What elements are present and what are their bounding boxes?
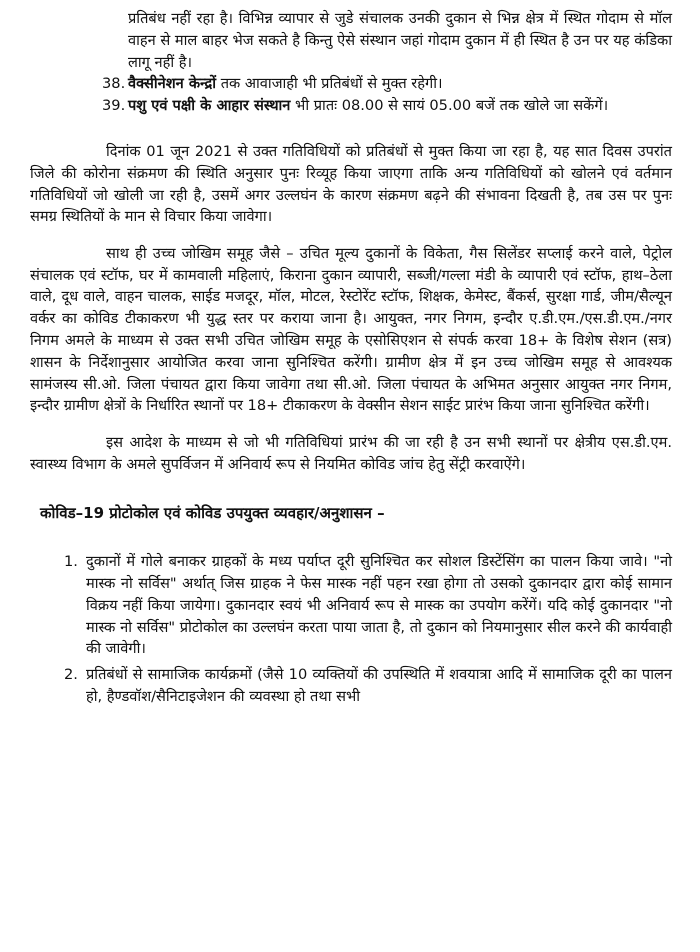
continued-paragraph: प्रतिबंध नहीं रहा है। विभिन्न व्यापार से जुडे संचालक उनकी दुकान से भिन्न क्षेत्र में स्थित गोदाम से मॉल वाहन से माल बाहर भेज सकते है किन्तु ऐसे संस्थान जहां गोदाम दुकान में ही स्थित है उन पर यह कंडिका लागू नहीं है। [128,10,672,71]
list-item [64,664,672,708]
item-text: तक आवाजाही भी प्रतिबंधों से मुक्त रहेगी। [216,75,443,93]
item-text: भी प्रातः 08.00 से सायं 05.00 बजें तक खोले जा सकेंगें। [290,97,609,115]
paragraph-restrictions-review: दिनांक 01 जून 2021 से उक्त गतिविधियों को प्रतिबंधों से मुक्त किया जा रहा है, यह सात दिवस उपरांत जिले की कोरोना संक्रमण की स्थिति अनुसार पुनः रिव्यूह किया जाएगा ताकि अन्य गतिविधियों को खोलने एवं वर्तमान गतिविधियों जो खोली जा रही है, उसमें अगर उल्लघंन के कारण संक्रमण बढ़ने की संभावना दिखती है, तब उस पर पुनः समग्र स्थितियों के मान से विचार किया जावेगा। [30,142,672,226]
item-bold-text: पशु एवं पक्षी के आहार संस्थान [128,97,291,115]
item-number: 38. [102,75,126,93]
list-item-text: प्रतिबंधों से सामाजिक कार्यक्रमों (जैसे 10 व्यक्तियों की उपस्थिति में शवयात्रा आदि में सामाजिक दूरी का पालन हो, हैण्डवॉश/सैनिटाइजेशन की व्यवस्था हो तथा सभी [86,666,672,705]
item-number: 39. [102,97,126,115]
list-item-number: 1. [64,553,78,571]
list-item-39 [102,95,672,117]
paragraph-covid-testing: इस आदेश के माध्यम से जो भी गतिविधियां प्रारंभ की जा रही है उन सभी स्थानों पर क्षेत्रीय एस.डी.एम. स्वास्थ्य विभाग के अमले सुपर्विजन में अनिवार्य रूप से नियमित कोविड जांच हेतु सेंट्री करवाऐंगे। [30,433,672,473]
protocol-list [30,551,672,708]
section-heading: कोविड–19 प्रोटोकोल एवं कोविड उपयुक्त व्यवहार/अनुशासन – [40,504,385,523]
list-item-38 [102,73,672,95]
paragraph-vaccination-high-risk: साथ ही उच्च जोखिम समूह जैसे – उचित मूल्य दुकानों के विकेता, गैस सिलेंडर सप्लाई करने वाले, पेट्रोल संचालक एवं स्टॉफ, घर में कामवाली महिलाएं, किराना दुकान व्यापारी, सब्जी/गल्ला मंडी के व्यापारी एवं स्टॉफ, हाथ–ठेला वाले, दूध वाले, वाहन चालक, साईड मजदूर, मॉल, मोटल, रेस्टोरेंट स्टॉफ, शिक्षक, केमेस्ट, बैंकर्स, सुरक्षा गार्ड, जीम/सैल्यून वर्कर का कोविड टीकाकरण भी युद्ध स्तर पर कराया जाना है। आयुक्त, नगर निगम, इन्दौर ए.डी.एम./एस.डी.एम./नगर निगम अमले के माध्यम से उक्त सभी उचित जोखिम समूह के एसोसिएशन से संपर्क करवा 18+ के विशेष सेशन (सत्र) शासन के निर्देशानुसार आयोजित करवा जाना सुनिश्चित करेंगी। ग्रामीण क्षेत्र में इन उच्च जोखिम समूह से आवश्यक सामंजस्य सी.ओ. जिला पंचायत द्वारा किया जावेगा तथा सी.ओ. जिला पंचायत के अभिमत अनुसार आयुक्त नगर निगम, इन्दौर ग्रामीण क्षेत्रों के निर्धारित स्थानों पर 18+ टीकाकरण के वेक्सीन सेशन साईट प्रारंभ किया जाना सुनिश्चित करेंगी। [30,244,672,415]
item-bold-text: वैक्सीनेशन केन्द्रों [128,75,217,93]
list-item-text: दुकानों में गोले बनाकर ग्राहकों के मध्य पर्याप्त दूरी सुनिश्चित कर सोशल डिस्टेंसिंग का पालन किया जावे। "नो मास्क नो सर्विस" अर्थात् जिस ग्राहक ने फेस मास्क नहीं पहन रखा होगा तो उसको दुकानदार द्वारा कोई सामान विक्रय नहीं किया जायेगा। दुकानदार स्वयं भी अनिवार्य रूप से मास्क का उपयोग करेंगें। यदि कोई दुकानदार "नो मास्क नो सर्विस" प्रोटोकोल का उल्लघंन करता पाया जाता है, तो दुकान को नियमानुसार सील करने की कार्यवाही की जावेगी। [86,553,672,658]
list-item [64,551,672,660]
list-item-number: 2. [64,666,78,684]
